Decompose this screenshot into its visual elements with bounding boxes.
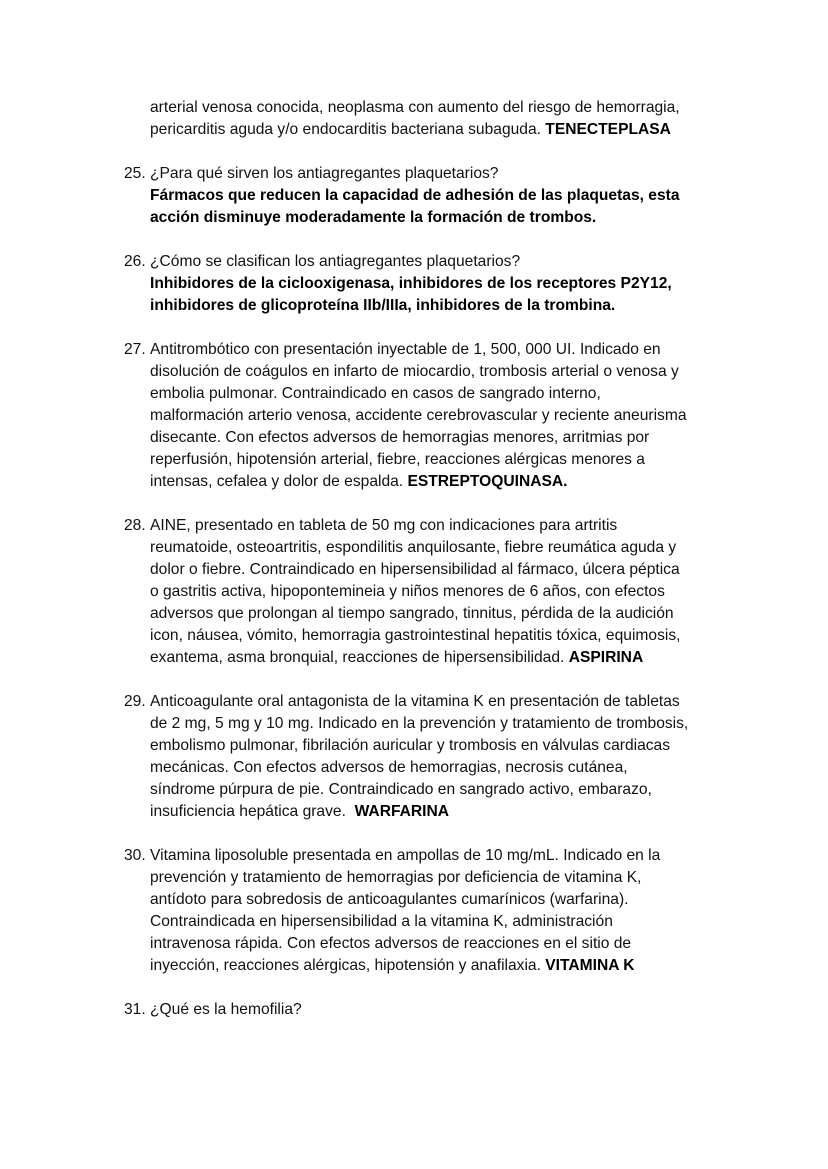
bold-answer: Fármacos que reducen la capacidad de adhesión de las plaquetas, esta <box>150 187 680 204</box>
text-line <box>0 911 828 933</box>
text-line <box>0 603 828 625</box>
text-line <box>0 295 828 317</box>
text-line <box>0 361 828 383</box>
bold-answer: VITAMINA K <box>545 957 635 974</box>
text-line <box>0 119 828 141</box>
line-text: malformación arterio venosa, accidente cerebrovascular y reciente aneurisma <box>150 407 687 424</box>
line-text: inyección, reacciones alérgicas, hipotensión y anafilaxia. <box>150 957 546 974</box>
line-text: dolor o fiebre. Contraindicado en hipersensibilidad al fármaco, úlcera péptica <box>150 561 680 578</box>
line-text: prevención y tratamiento de hemorragias por deficiencia de vitamina K, <box>150 869 642 886</box>
line-text: ¿Qué es la hemofilia? <box>150 1001 302 1018</box>
text-line <box>0 207 828 229</box>
line-text: intravenosa rápida. Con efectos adversos de reacciones en el sitio de <box>150 935 632 952</box>
question-item <box>0 339 828 493</box>
bold-answer: acción disminuye moderadamente la formación de trombos. <box>150 209 597 226</box>
line-text: embolismo pulmonar, fibrilación auricular y trombosis en válvulas cardiacas <box>150 737 671 754</box>
text-line <box>0 97 828 119</box>
line-text: disolución de coágulos en infarto de miocardio, trombosis arterial o venosa y <box>150 363 679 380</box>
item-number: 28. <box>124 517 146 534</box>
line-text: icon, náusea, vómito, hemorragia gastrointestinal hepatitis tóxica, equimosis, <box>150 627 681 644</box>
line-text: Contraindicada en hipersensibilidad a la vitamina K, administración <box>150 913 613 930</box>
question-item <box>0 999 828 1021</box>
bold-answer: TENECTEPLASA <box>545 121 671 138</box>
text-line <box>0 449 828 471</box>
line-text: síndrome púrpura de pie. Contraindicado en sangrado activo, embarazo, <box>150 781 652 798</box>
line-text: pericarditis aguda y/o endocarditis bacteriana subaguda. <box>150 121 546 138</box>
line-text: mecánicas. Con efectos adversos de hemorragias, necrosis cutánea, <box>150 759 628 776</box>
question-item <box>0 845 828 977</box>
text-line <box>0 889 828 911</box>
text-line <box>0 757 828 779</box>
text-line <box>0 427 828 449</box>
bold-answer: ESTREPTOQUINASA. <box>407 473 568 490</box>
text-line <box>0 273 828 295</box>
text-line <box>0 383 828 405</box>
item-number: 31. <box>124 1001 146 1018</box>
bold-answer: WARFARINA <box>354 803 450 820</box>
line-text: ¿Cómo se clasifican los antiagregantes plaquetarios? <box>150 253 521 270</box>
item-number: 30. <box>124 847 146 864</box>
text-line <box>0 581 828 603</box>
bold-answer: ASPIRINA <box>568 649 644 666</box>
line-text: adversos que prolongan al tiempo sangrado, tinnitus, pérdida de la audición <box>150 605 674 622</box>
document-page <box>0 97 828 1043</box>
text-line <box>0 405 828 427</box>
text-line <box>0 471 828 493</box>
text-line <box>0 933 828 955</box>
question-item <box>0 515 828 669</box>
line-text: intensas, cefalea y dolor de espalda. <box>150 473 408 490</box>
line-text: Anticoagulante oral antagonista de la vitamina K en presentación de tabletas <box>150 693 680 710</box>
question-item <box>0 251 828 317</box>
line-text: AINE, presentado en tableta de 50 mg con indicaciones para artritis <box>150 517 618 534</box>
text-line <box>0 625 828 647</box>
line-text: ¿Para qué sirven los antiagregantes plaquetarios? <box>150 165 499 182</box>
text-line <box>0 559 828 581</box>
text-line <box>0 185 828 207</box>
text-line <box>0 537 828 559</box>
text-line <box>0 867 828 889</box>
line-text: antídoto para sobredosis de anticoagulantes cumarínicos (warfarina). <box>150 891 629 908</box>
line-text: arterial venosa conocida, neoplasma con aumento del riesgo de hemorragia, <box>150 99 680 116</box>
line-text: Antitrombótico con presentación inyectable de 1, 500, 000 UI. Indicado en <box>150 341 661 358</box>
line-text: Vitamina liposoluble presentada en ampollas de 10 mg/mL. Indicado en la <box>150 847 661 864</box>
bold-answer: Inhibidores de la ciclooxigenasa, inhibidores de los receptores P2Y12, <box>150 275 672 292</box>
text-line <box>0 955 828 977</box>
bold-answer: inhibidores de glicoproteína IIb/IIIa, inhibidores de la trombina. <box>150 297 616 314</box>
line-text: disecante. Con efectos adversos de hemorragias menores, arritmias por <box>150 429 650 446</box>
item-number: 29. <box>124 693 146 710</box>
line-text: exantema, asma bronquial, reacciones de hipersensibilidad. <box>150 649 569 666</box>
line-text: reumatoide, osteoartritis, espondilitis anquilosante, fiebre reumática aguda y <box>150 539 677 556</box>
line-text: o gastritis activa, hipopontemineia y niños menores de 6 años, con efectos <box>150 583 665 600</box>
question-item <box>0 691 828 823</box>
text-line <box>0 713 828 735</box>
line-text: reperfusión, hipotensión arterial, fiebre, reacciones alérgicas menores a <box>150 451 645 468</box>
line-text: insuficiencia hepática grave. <box>150 803 355 820</box>
item-number: 26. <box>124 253 146 270</box>
item-number: 27. <box>124 341 146 358</box>
text-line <box>0 735 828 757</box>
text-line <box>0 779 828 801</box>
line-text: de 2 mg, 5 mg y 10 mg. Indicado en la prevención y tratamiento de trombosis, <box>150 715 689 732</box>
item-number: 25. <box>124 165 146 182</box>
line-text: embolia pulmonar. Contraindicado en casos de sangrado interno, <box>150 385 601 402</box>
question-item <box>0 97 828 141</box>
question-item <box>0 163 828 229</box>
text-line <box>0 801 828 823</box>
text-line <box>0 647 828 669</box>
